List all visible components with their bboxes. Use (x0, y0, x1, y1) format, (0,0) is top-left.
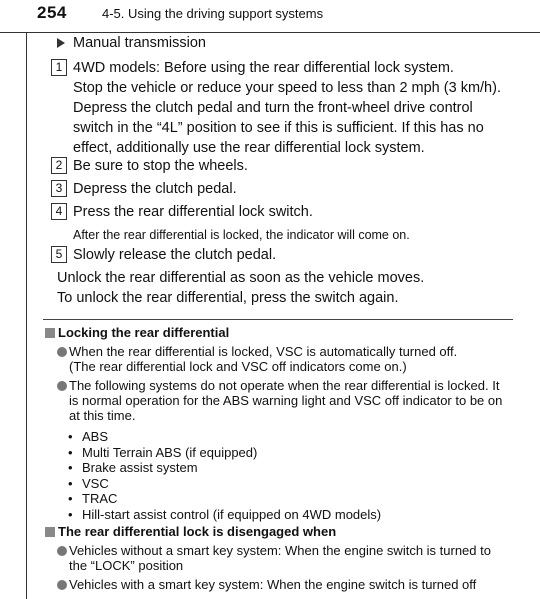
sub-heading (57, 35, 206, 51)
bullet-line: the “LOCK” position (69, 558, 184, 573)
square-bullet-icon (45, 527, 55, 537)
step-line: Stop the vehicle or reduce your speed to less than 2 mph (3 km/h). (73, 80, 501, 96)
section-heading-disengaged (45, 524, 336, 539)
step-text: Slowly release the clutch pedal. (73, 247, 277, 263)
list-marker: • (68, 429, 73, 444)
list-item (68, 491, 381, 507)
list-marker: • (68, 444, 73, 460)
bullet-text (69, 543, 517, 573)
list-item-text: ABS (82, 429, 109, 444)
step-number: 3 (51, 180, 67, 197)
page-header (0, 0, 540, 33)
paragraph-line: To unlock the rear differential, press the switch again. (57, 290, 399, 306)
section-heading-locking (45, 325, 229, 340)
step-line: effect, additionally use the rear differential lock system. (73, 140, 425, 156)
circle-bullet-icon (57, 381, 67, 391)
triangle-icon (57, 38, 65, 48)
list-marker: • (68, 475, 73, 491)
list-item-text: Hill-start assist control (if equipped on 4WD models) (82, 506, 382, 522)
step-text: Be sure to stop the wheels. (73, 158, 248, 174)
list-marker: • (68, 491, 73, 506)
list-item-text: TRAC (82, 491, 118, 506)
step-4-note: After the rear differential is locked, the indicator will come on. (73, 228, 410, 242)
bullet-line: When the rear differential is locked, VSC is automatically turned off. (69, 344, 458, 359)
sub-heading-text: Manual transmission (73, 35, 206, 51)
step-text: Depress the clutch pedal. (73, 181, 237, 197)
unlock-paragraph (57, 268, 424, 308)
step-number: 1 (51, 59, 67, 76)
section-heading-text: The rear differential lock is disengaged when (58, 524, 337, 539)
step-text: Press the rear differential lock switch. (73, 204, 313, 220)
left-margin-rule (26, 32, 27, 599)
square-bullet-icon (45, 328, 55, 338)
circle-bullet-icon (57, 347, 67, 357)
step-line: 4WD models: Before using the rear differential lock system. (73, 60, 454, 76)
bullet-text (69, 577, 517, 592)
bullet-text (69, 344, 517, 374)
bullet-line: The following systems do not operate when the rear differential is locked. It (69, 378, 500, 393)
list-item (68, 507, 381, 523)
list-marker: • (68, 460, 73, 475)
bullet-line: is normal operation for the ABS warning light and VSC off indicator to be on (69, 393, 503, 408)
circle-bullet-icon (57, 580, 67, 590)
section-heading-text: Locking the rear differential (58, 325, 230, 340)
step-text (73, 58, 513, 158)
section-divider (43, 319, 513, 320)
list-item (68, 476, 381, 492)
bullet-line: Vehicles with a smart key system: When the engine switch is turned off (69, 577, 477, 592)
step-number: 5 (51, 246, 67, 263)
circle-bullet-icon (57, 546, 67, 556)
list-item (68, 460, 381, 476)
list-item-text: Multi Terrain ABS (if equipped) (82, 444, 258, 460)
step-line: Depress the clutch pedal and turn the front-wheel drive control (73, 100, 473, 116)
list-item (68, 429, 381, 445)
section-title: 4-5. Using the driving support systems (102, 6, 324, 21)
bullet-line: at this time. (69, 408, 136, 423)
bullet-line: (The rear differential lock and VSC off indicators come on.) (69, 359, 407, 374)
disabled-systems-list (68, 429, 381, 522)
list-item-text: Brake assist system (82, 460, 198, 475)
step-number: 4 (51, 203, 67, 220)
bullet-line: Vehicles without a smart key system: When the engine switch is turned to (69, 543, 491, 558)
page-number: 254 (37, 3, 67, 22)
list-marker: • (68, 506, 73, 522)
list-item (68, 445, 381, 461)
bullet-text (69, 378, 517, 423)
step-number: 2 (51, 157, 67, 174)
list-item-text: VSC (82, 475, 109, 491)
paragraph-line: Unlock the rear differential as soon as the vehicle moves. (57, 270, 425, 286)
step-line: switch in the “4L” position to see if this is sufficient. If this has no (73, 120, 484, 136)
